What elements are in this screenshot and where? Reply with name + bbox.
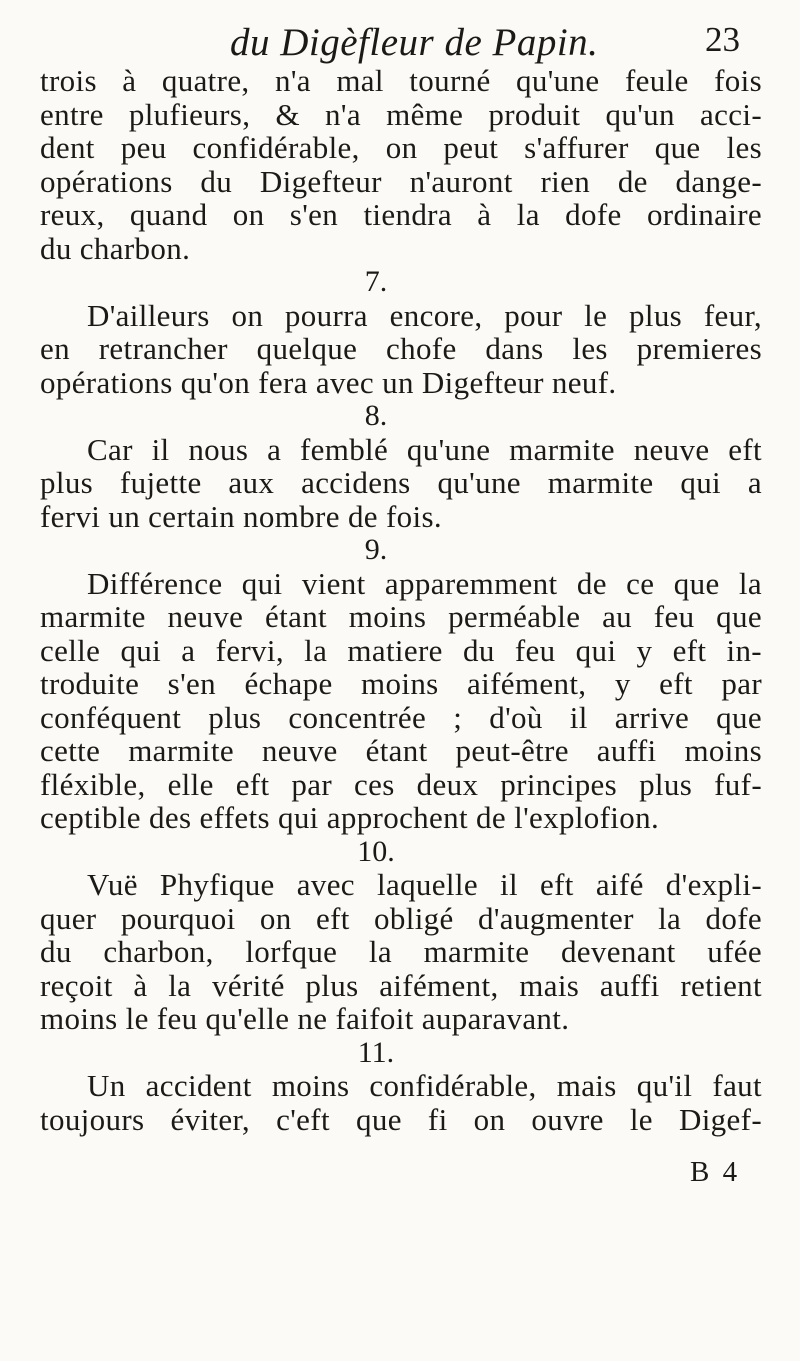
page-number: 23 (705, 20, 740, 59)
text-line: D'ailleurs on pourra encore, pour le plus feur, (87, 297, 762, 333)
text-line: toujours éviter, c'eft que fi on ouvre le Digef- (40, 1101, 762, 1137)
section-number-8: 8. (364, 399, 388, 432)
section-number-7: 7. (364, 265, 388, 298)
running-head (160, 20, 740, 64)
text-line: fervi un certain nombre de fois. (40, 498, 442, 534)
text-line: entre plufieurs, & n'a même produit qu'un acci- (40, 96, 762, 132)
paragraph-11 (40, 1069, 762, 1136)
section-number-10: 10. (357, 834, 395, 868)
text-line: trois à quatre, n'a mal tourné qu'une feule fois (40, 63, 762, 98)
section-number-9: 9. (364, 533, 388, 566)
text-line: en retrancher quelque chofe dans les premieres (40, 331, 762, 366)
text-line: Car il nous a femblé qu'une marmite neuve eft (87, 431, 762, 467)
paragraph-9 (40, 567, 762, 835)
paragraph-7 (40, 299, 762, 400)
text-line: dent peu confidérable, on peut s'affurer que les (40, 130, 762, 165)
paragraph-8 (40, 433, 762, 534)
paragraph-6-continued (40, 64, 762, 265)
text-line: moins le feu qu'elle ne faifoit auparavant. (40, 1001, 570, 1036)
text-line: opérations du Digefteur n'auront rien de dange- (40, 163, 762, 199)
text-line: quer pourquoi on eft obligé d'augmenter la dofe (40, 900, 762, 936)
text-line: conféquent plus concentrée ; d'où il arrive que (40, 699, 762, 735)
text-line: Un accident moins confidérable, mais qu'il faut (87, 1068, 762, 1103)
text-line: reçoit à la vérité plus aifément, mais auffi retient (40, 967, 762, 1003)
text-line: troduite s'en échape moins aifément, y eft par (40, 666, 762, 701)
body-text (40, 64, 762, 1136)
text-line: ceptible des effets qui approchent de l'explofion. (40, 800, 660, 835)
text-line: opérations qu'on fera avec un Digefteur neuf. (40, 364, 617, 400)
text-line: reux, quand on s'en tiendra à la dofe ordinaire (40, 197, 762, 232)
paragraph-10 (40, 868, 762, 1036)
text-line: du charbon, lorfque la marmite devenant ufée (40, 934, 762, 969)
text-line: cette marmite neuve étant peut-être auffi moins (40, 733, 762, 768)
section-number-11: 11. (357, 1035, 395, 1069)
running-title: du Digèfleur de Papin. (230, 21, 599, 64)
text-line: fléxible, elle eft par ces deux principes plus fuf- (40, 766, 762, 802)
signature-mark: B 4 (690, 1156, 741, 1188)
text-line: du charbon. (40, 230, 191, 266)
text-line: marmite neuve étant moins perméable au feu que (40, 599, 762, 634)
text-line: celle qui a fervi, la matiere du feu qui y eft in- (40, 632, 762, 668)
text-line: Différence qui vient apparemment de ce que la (87, 565, 762, 601)
text-line: Vuë Phyfique avec laquelle il eft aifé d'expli- (87, 867, 762, 902)
text-line: plus fujette aux accidens qu'une marmite qui a (40, 465, 762, 500)
